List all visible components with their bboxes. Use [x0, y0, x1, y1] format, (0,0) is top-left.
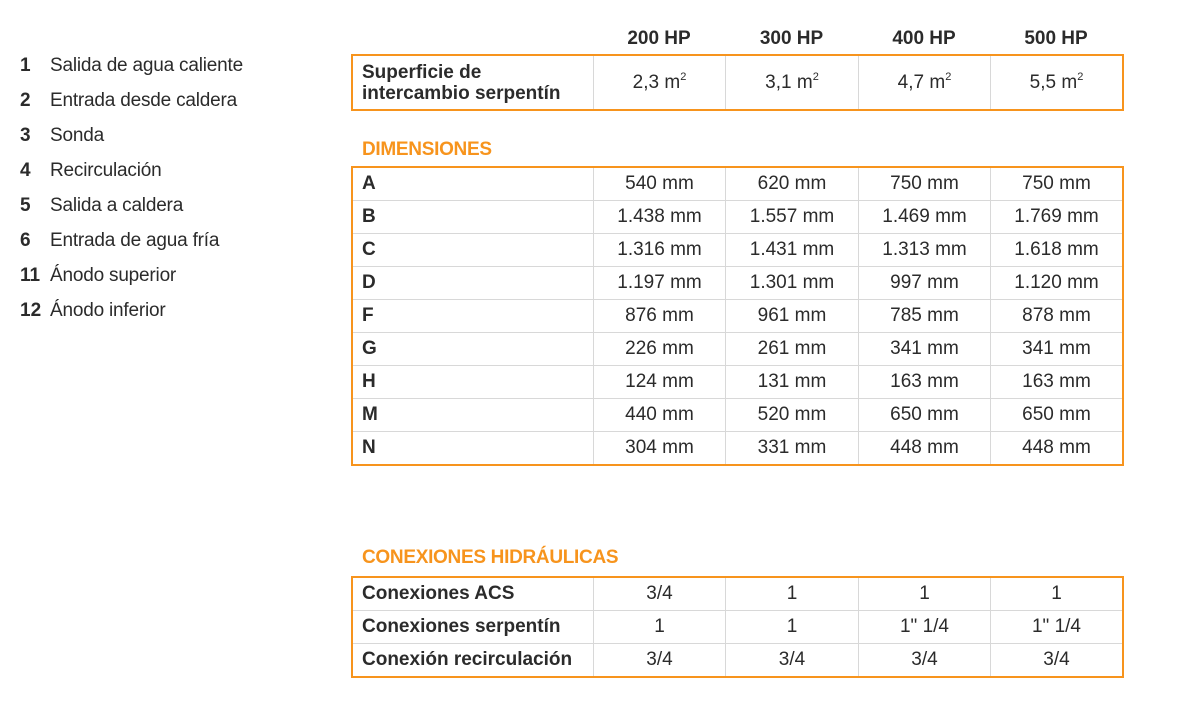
table-cell — [859, 56, 991, 110]
legend-item — [20, 297, 243, 332]
connections-title: CONEXIONES HIDRÁULICAS — [362, 547, 619, 568]
exchange-surface-label: Superficie de intercambio serpentín — [353, 56, 594, 110]
table-row — [353, 201, 1123, 234]
table-cell: 163 mm — [859, 366, 991, 399]
row-label: N — [353, 432, 594, 465]
table-cell: 1.618 mm — [991, 234, 1123, 267]
table-cell: 448 mm — [991, 432, 1123, 465]
table-cell: 3/4 — [594, 644, 726, 677]
table-cell: 520 mm — [726, 399, 859, 432]
table-row — [353, 267, 1123, 300]
table-cell: 878 mm — [991, 300, 1123, 333]
legend-number: 6 — [20, 230, 31, 251]
table-row — [353, 366, 1123, 399]
table-cell: 261 mm — [726, 333, 859, 366]
table-cell: 540 mm — [594, 168, 726, 201]
table-cell: 1" 1/4 — [991, 611, 1123, 644]
table-cell: 876 mm — [594, 300, 726, 333]
table-cell: 1.313 mm — [859, 234, 991, 267]
legend-number: 3 — [20, 125, 31, 146]
model-header-500hp: 500 HP — [1024, 28, 1088, 49]
legend-item — [20, 192, 243, 227]
dimensions-title: DIMENSIONES — [362, 139, 492, 160]
legend-label: Entrada desde caldera — [50, 90, 237, 111]
table-cell: 1" 1/4 — [859, 611, 991, 644]
model-header-400hp: 400 HP — [892, 28, 956, 49]
connections-table — [352, 577, 1123, 677]
legend-label: Ánodo superior — [50, 265, 177, 286]
table-cell: 1.316 mm — [594, 234, 726, 267]
table-cell: 1.301 mm — [726, 267, 859, 300]
legend-list — [20, 52, 243, 332]
model-header-300hp: 300 HP — [759, 28, 824, 49]
legend-label: Ánodo inferior — [50, 300, 166, 321]
unit-superscript: 2 — [945, 71, 952, 83]
table-cell: 331 mm — [726, 432, 859, 465]
table-cell: 961 mm — [726, 300, 859, 333]
legend-label: Salida de agua caliente — [50, 55, 243, 76]
table-cell: 1.438 mm — [594, 201, 726, 234]
legend-label: Sonda — [50, 125, 104, 146]
table-cell: 304 mm — [594, 432, 726, 465]
table-cell: 750 mm — [991, 168, 1123, 201]
row-label: D — [353, 267, 594, 300]
table-cell: 341 mm — [859, 333, 991, 366]
table-cell: 650 mm — [991, 399, 1123, 432]
row-label: Conexión recirculación — [353, 644, 594, 677]
table-cell: 226 mm — [594, 333, 726, 366]
table-cell — [726, 56, 859, 110]
row-label: M — [353, 399, 594, 432]
unit-superscript: 2 — [1077, 71, 1084, 83]
table-cell: 620 mm — [726, 168, 859, 201]
table-row — [353, 399, 1123, 432]
table-cell: 1.769 mm — [991, 201, 1123, 234]
table-row — [353, 333, 1123, 366]
legend-item — [20, 262, 243, 297]
table-cell: 3/4 — [991, 644, 1123, 677]
row-label: G — [353, 333, 594, 366]
row-label: H — [353, 366, 594, 399]
legend-number: 2 — [20, 90, 31, 111]
legend-label: Recirculación — [50, 160, 162, 181]
table-cell: 1 — [594, 611, 726, 644]
table-cell: 1.120 mm — [991, 267, 1123, 300]
row-label: B — [353, 201, 594, 234]
table-cell: 650 mm — [859, 399, 991, 432]
table-cell: 3/4 — [859, 644, 991, 677]
legend-number: 11 — [20, 265, 41, 286]
unit-superscript: 2 — [812, 71, 819, 83]
table-cell: 124 mm — [594, 366, 726, 399]
model-header-200hp: 200 HP — [627, 28, 691, 49]
legend-number: 1 — [20, 55, 31, 76]
legend-label: Entrada de agua fría — [50, 230, 220, 251]
table-cell: 3/4 — [726, 644, 859, 677]
table-cell: 163 mm — [991, 366, 1123, 399]
cell-value: 4,7 m — [897, 72, 946, 93]
table-row — [353, 300, 1123, 333]
table-row — [353, 168, 1123, 201]
cell-value: 2,3 m — [632, 72, 681, 93]
legend-item — [20, 122, 243, 157]
row-label: A — [353, 168, 594, 201]
table-cell: 1 — [859, 578, 991, 611]
legend-number: 5 — [20, 195, 31, 216]
legend-number: 4 — [20, 160, 31, 181]
legend-number: 12 — [20, 300, 42, 321]
table-cell: 3/4 — [594, 578, 726, 611]
table-cell: 440 mm — [594, 399, 726, 432]
table-cell: 1.469 mm — [859, 201, 991, 234]
legend-item — [20, 52, 243, 87]
legend-item — [20, 227, 243, 262]
row-label: F — [353, 300, 594, 333]
legend-label: Salida a caldera — [50, 195, 184, 216]
row-label: Conexiones ACS — [353, 578, 594, 611]
table-cell: 1.557 mm — [726, 201, 859, 234]
legend-item — [20, 157, 243, 192]
table-cell: 448 mm — [859, 432, 991, 465]
dimensions-table — [352, 167, 1123, 465]
table-cell: 1.431 mm — [726, 234, 859, 267]
table-row — [353, 432, 1123, 465]
cell-value: 3,1 m — [765, 72, 813, 93]
table-cell: 1 — [726, 611, 859, 644]
table-cell — [991, 56, 1123, 110]
table-cell: 785 mm — [859, 300, 991, 333]
table-cell: 750 mm — [859, 168, 991, 201]
table-cell — [594, 56, 726, 110]
table-row — [353, 578, 1123, 611]
exchange-surface-table — [352, 55, 1123, 110]
unit-superscript: 2 — [680, 71, 687, 83]
table-row — [353, 56, 1123, 110]
table-row — [353, 644, 1123, 677]
table-row — [353, 611, 1123, 644]
row-label: Conexiones serpentín — [353, 611, 594, 644]
table-cell: 341 mm — [991, 333, 1123, 366]
table-cell: 1.197 mm — [594, 267, 726, 300]
table-cell: 997 mm — [859, 267, 991, 300]
cell-value: 5,5 m — [1029, 72, 1078, 93]
table-cell: 1 — [991, 578, 1123, 611]
row-label: C — [353, 234, 594, 267]
table-row — [353, 234, 1123, 267]
legend-item — [20, 87, 243, 122]
table-cell: 131 mm — [726, 366, 859, 399]
table-cell: 1 — [726, 578, 859, 611]
